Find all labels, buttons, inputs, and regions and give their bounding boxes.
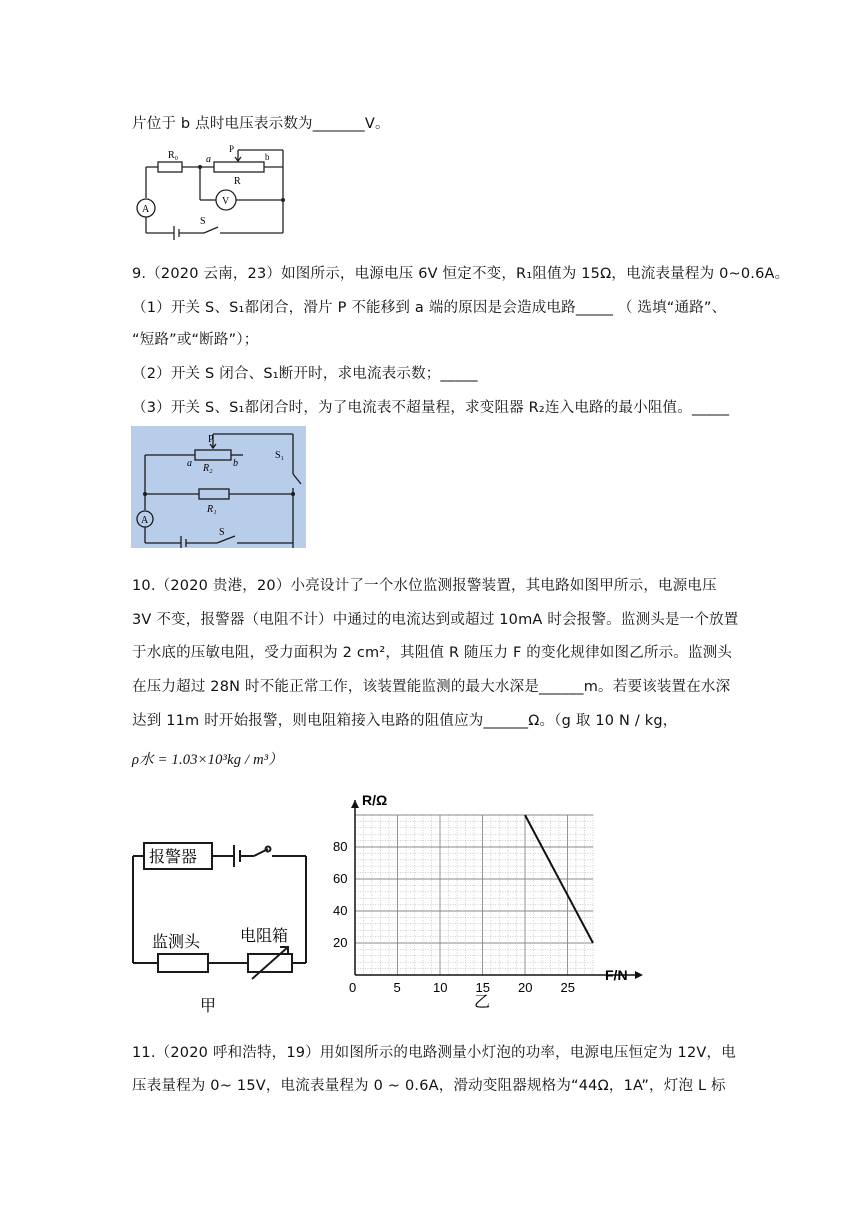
caption-yi: 乙 <box>474 994 491 1011</box>
x-axis-label: F/N <box>605 967 628 983</box>
alarm-label: 报警器 <box>149 849 198 866</box>
switch-label: S <box>219 527 225 538</box>
chart-axes <box>351 800 643 979</box>
label-a: a <box>206 154 211 165</box>
label-a: a <box>187 458 192 469</box>
label-b: b <box>233 458 238 469</box>
voltmeter-label: V <box>222 196 230 207</box>
q10-line1: 10.（2020 贵港，20）小亮设计了一个水位监测报警装置，其电路如图甲所示，电源电压 <box>132 578 717 594</box>
chart-grid <box>355 815 593 975</box>
q10-line2: 3V 不变，报警器（电阻不计）中通过的电流达到或超过 10mA 时会报警。监测头是一个放置 <box>132 612 739 628</box>
y-tick-label: 60 <box>333 871 348 886</box>
chart-ticks <box>333 839 575 995</box>
label-r2: R₂ <box>203 463 213 474</box>
q9-part3: （3）开关 S、S₁都闭合时，为了电流表不超量程，求变阻器 R₂连入电路的最小阻值。_____ <box>132 400 730 416</box>
label-b: b <box>265 152 270 162</box>
q11-line1: 11.（2020 呼和浩特，19）用如图所示的电路测量小灯泡的功率，电源电压恒定为 12V，电 <box>132 1045 736 1061</box>
x-tick-label: 10 <box>433 980 448 995</box>
resistance-box-label: 电阻箱 <box>240 928 289 945</box>
label-p: P <box>229 144 235 154</box>
q9-part1a: （1）开关 S、S₁都闭合，滑片 P 不能移到 a 端的原因是会造成电路_____ （ 选填“通路”、 <box>132 300 727 316</box>
q9-part2: （2）开关 S 闭合、S₁断开时，求电流表示数；_____ <box>132 366 478 382</box>
q11-line2: 压表量程为 0~ 15V，电流表量程为 0 ~ 0.6A，滑动变阻器规格为“44Ω，1A”，灯泡 L 标 <box>132 1078 726 1094</box>
label-s1: S₁ <box>275 450 285 461</box>
q10-line3: 于水底的压敏电阻，受力面积为 2 cm²，其阻值 R 随压力 F 的变化规律如图乙所示。监测头 <box>132 645 733 661</box>
ammeter-label: A <box>141 515 149 526</box>
label-r1: R₁ <box>207 504 217 515</box>
y-tick-label: 80 <box>333 839 348 854</box>
q9-part1b: “短路”或“断路”）； <box>132 332 259 348</box>
q8-tail-line: 片位于 b 点时电压表示数为_______V。 <box>132 116 390 132</box>
y-axis-label: R/Ω <box>362 792 388 808</box>
q10-line4: 在压力超过 28N 时不能正常工作，该装置能监测的最大水深是______m。若要该装置在水深 <box>132 679 731 695</box>
q9-stem: 9.（2020 云南，23）如图所示，电源电压 6V 恒定不变，R₁阻值为 15Ω，电流表量程为 0~0.6A。 <box>132 266 790 282</box>
x-axis-arrow <box>635 971 643 979</box>
q9-circuit-figure <box>131 426 306 548</box>
probe-label: 监测头 <box>152 934 201 951</box>
q8-circuit-figure <box>128 140 288 240</box>
y-tick-label: 40 <box>333 903 348 918</box>
x-tick-label: 20 <box>518 980 533 995</box>
q10-chart-yi <box>330 780 650 1025</box>
y-axis-arrow <box>351 800 359 808</box>
label-p: P <box>208 434 214 445</box>
caption-jia: 甲 <box>200 998 217 1015</box>
label-r0: R₀ <box>168 150 179 161</box>
switch-label: S <box>200 216 206 227</box>
x-tick-label: 5 <box>393 980 401 995</box>
x-tick-label: 0 <box>349 980 357 995</box>
y-tick-label: 20 <box>333 935 348 950</box>
label-r: R <box>234 176 241 187</box>
q10-circuit-jia <box>128 835 328 1025</box>
q10-density-formula: ρ水 = 1.03×10³kg / m³） <box>132 752 283 768</box>
ammeter-label: A <box>142 204 150 215</box>
x-tick-label: 25 <box>560 980 575 995</box>
x-tick-label: 15 <box>475 980 490 995</box>
q10-line5: 达到 11m 时开始报警，则电阻箱接入电路的阻值应为______Ω。（g 取 10 N / kg， <box>132 713 678 729</box>
